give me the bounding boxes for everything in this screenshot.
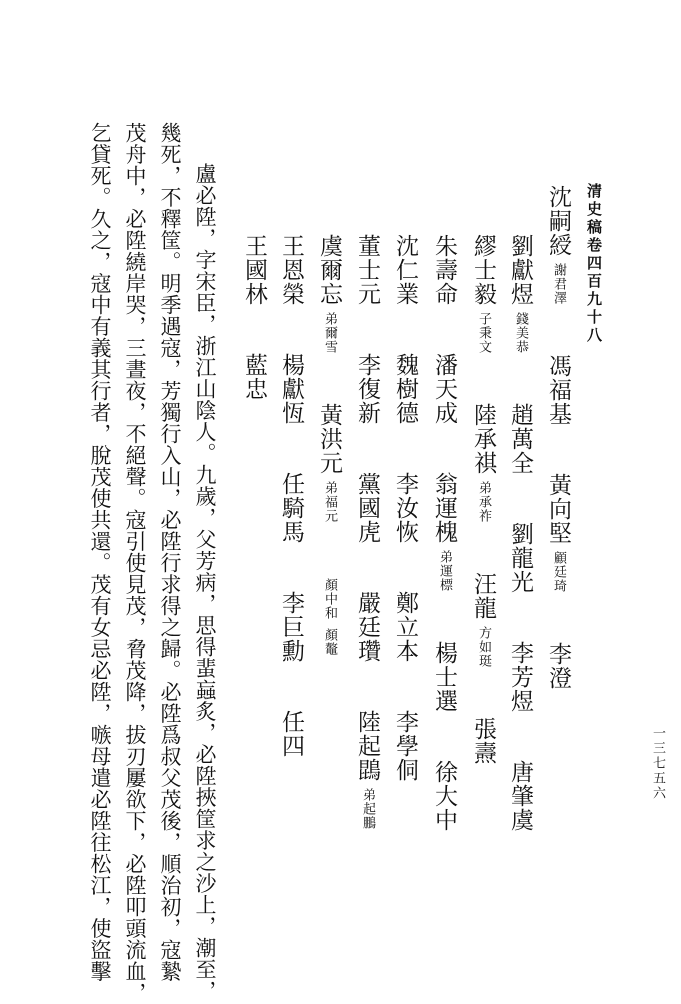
name-entry: 黨國虎 (354, 472, 380, 544)
name-entry: 陸承祺弟承祚 (470, 403, 496, 523)
name-entry: 任四 (278, 710, 304, 758)
name-entry: 王國林 (241, 234, 267, 306)
name-entry: 張燾 (470, 717, 496, 765)
name-entry: 李復新 (354, 353, 380, 425)
name-column-4 (432, 234, 455, 832)
body-column-2: 幾死，不釋筐。明季遇寇，芳獨行入山，必陞行求得之歸。必陞爲叔父茂後，順治初，寇縶 (158, 122, 182, 982)
name-entry: 鄭立本 (392, 591, 418, 663)
name-entry: 李芳煜 (507, 641, 533, 713)
name-entry: 潘天成 (431, 353, 457, 425)
name-entry: 董士元 (354, 234, 380, 306)
name-column-5 (393, 234, 416, 782)
name-column-6 (355, 234, 378, 832)
name-entry: 劉龍光 (507, 522, 533, 594)
name-entry: 馮福基 (545, 354, 571, 426)
name-entry: 顏中和顏鼇 (322, 578, 337, 656)
name-entry: 楊獻恆 (278, 353, 304, 425)
body-column-4: 乞貸死。久之，寇中有義其行者，脫茂使共還。茂有女忌必陞，嗾母遣必陞往松江，使盜擊 (88, 122, 112, 982)
name-entry: 魏樹德 (392, 353, 418, 425)
name-entry: 趙萬全 (507, 403, 533, 475)
name-entry: 虞爾忘弟爾雪 (316, 234, 342, 354)
name-column-9 (242, 234, 265, 401)
name-entry: 任騎馬 (278, 472, 304, 544)
name-entry: 王恩榮 (278, 234, 304, 306)
name-entry: 李巨勳 (278, 591, 304, 663)
name-entry: 陸起鵾弟起鵬 (354, 710, 380, 830)
name-entry: 李汝恢 (392, 472, 418, 544)
page-number: 一三七五六 (650, 726, 665, 801)
name-column-8 (279, 234, 302, 758)
body-column-1: 盧必陞，字宋臣，浙江山陰人。九歲，父芳病，思得蜚蝱炙，必陞挾筐求之沙上，潮至， (193, 163, 217, 1002)
name-entry: 繆士毅子秉文 (470, 234, 496, 354)
name-entry: 汪龍方如珽 (470, 572, 496, 668)
name-entry: 沈仁業 (392, 234, 418, 306)
name-entry: 黃向堅顧廷琦 (545, 473, 571, 593)
name-entry: 翁運槐弟運標 (431, 472, 457, 592)
name-column-3 (471, 234, 494, 765)
name-entry: 朱壽命 (431, 234, 457, 306)
name-entry: 藍忠 (241, 353, 267, 401)
name-column-1 (546, 185, 569, 690)
name-entry: 黃洪元弟福元 (316, 403, 342, 523)
name-column-7 (317, 234, 340, 658)
name-entry: 唐肇虞 (507, 760, 533, 832)
name-column-2 (508, 234, 531, 832)
body-column-3: 茂舟中，必陞繞岸哭，三晝夜，不絕聲。寇引使見茂，脅茂降，拔刃屢欲下，必陞叩頭流血， (123, 122, 147, 1004)
book-title: 清史稿卷四百九十八 (585, 183, 603, 345)
name-entry: 嚴廷瓚 (354, 591, 380, 663)
name-entry: 李學侗 (392, 710, 418, 782)
name-entry: 李澄 (545, 642, 571, 690)
name-entry: 沈嗣綬謝君澤 (545, 185, 571, 305)
name-entry: 徐大中 (431, 760, 457, 832)
name-entry: 劉獻煜錢美恭 (507, 234, 533, 354)
name-entry: 楊士選 (431, 641, 457, 713)
